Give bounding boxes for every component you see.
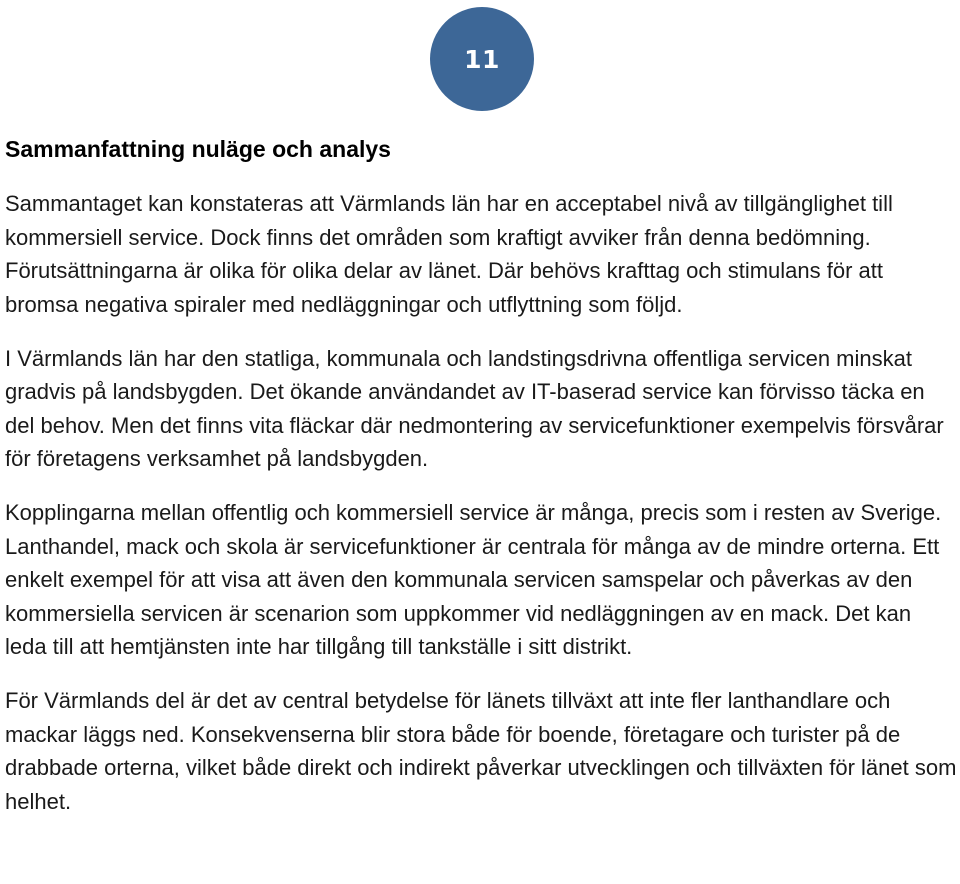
document-body [5, 132, 957, 818]
page-number: 11 [464, 44, 500, 74]
page-number-badge [430, 7, 534, 111]
paragraph-1: Sammantaget kan konstateras att Värmlands län har en acceptabel nivå av tillgänglighet till kommersiell service. Dock finns det områden som kraftigt avviker från denna bedömning. Förutsättningarna är olika för olika delar av länet. Där behövs krafttag och stimulans för att bromsa negativa spiraler med nedläggningar och utflyttning som följd. [5, 191, 893, 317]
section-heading: Sammanfattning nuläge och analys [5, 136, 391, 162]
paragraph-2: I Värmlands län har den statliga, kommunala och landstingsdrivna offentliga servicen minskat gradvis på landsbygden. Det ökande användandet av IT-baserad service kan förvisso täcka en del behov. Men det finns vita fläckar där nedmontering av servicefunktioner exempelvis försvårar för företagens verksamhet på landsbygden. [5, 345, 944, 471]
paragraph-4: För Värmlands del är det av central betydelse för länets tillväxt att inte fler lanthandlare och mackar läggs ned. Konsekvenserna blir stora både för boende, företagare och turister på de drabbade orterna, vilket både direkt och indirekt påverkar utvecklingen och tillväxten för länet som helhet. [5, 688, 957, 814]
paragraph-3: Kopplingarna mellan offentlig och kommersiell service är många, precis som i resten av Sverige. Lanthandel, mack och skola är servicefunktioner är centrala för många av de mindre orterna. Ett enkelt exempel för att visa att även den kommunala servicen samspelar och påverkas av den kommersiella servicen är scenarion som uppkommer vid nedläggningen av en mack. Det kan leda till att hemtjänsten inte har tillgång till tankställe i sitt distrikt. [5, 500, 942, 659]
